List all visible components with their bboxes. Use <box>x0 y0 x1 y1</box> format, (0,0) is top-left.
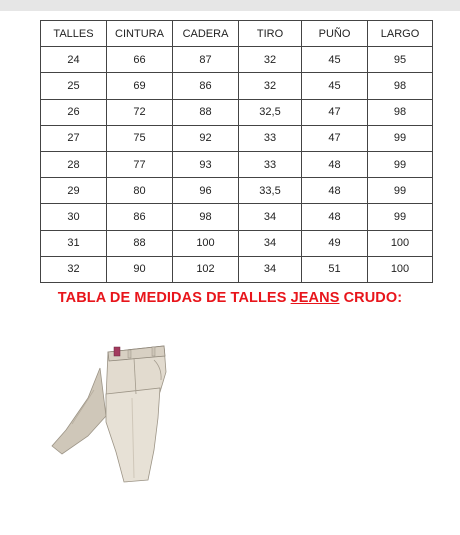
caption-text-jeans: JEANS <box>290 290 340 306</box>
cell-cadera: 87 <box>173 47 239 73</box>
cell-cintura: 90 <box>107 256 173 282</box>
cell-largo: 95 <box>368 47 433 73</box>
table-row <box>41 151 433 177</box>
table-row <box>41 99 433 125</box>
cell-largo: 99 <box>368 125 433 151</box>
cell-talle: 27 <box>41 125 107 151</box>
cell-cadera: 96 <box>173 178 239 204</box>
cell-largo: 99 <box>368 204 433 230</box>
cell-cintura: 75 <box>107 125 173 151</box>
top-bar <box>0 0 460 11</box>
cell-cadera: 93 <box>173 151 239 177</box>
cell-talle: 28 <box>41 151 107 177</box>
header-largo: LARGO <box>368 21 433 47</box>
header-cadera: CADERA <box>173 21 239 47</box>
cell-talle: 29 <box>41 178 107 204</box>
jeans-photo <box>48 338 198 488</box>
cell-tiro: 34 <box>239 204 302 230</box>
cell-largo: 100 <box>368 256 433 282</box>
cell-puno: 51 <box>302 256 368 282</box>
cell-tiro: 33 <box>239 151 302 177</box>
cell-cadera: 86 <box>173 73 239 99</box>
cell-puno: 45 <box>302 47 368 73</box>
cell-puno: 45 <box>302 73 368 99</box>
cell-largo: 99 <box>368 178 433 204</box>
cell-puno: 48 <box>302 204 368 230</box>
cell-cintura: 80 <box>107 178 173 204</box>
size-chart-table <box>40 20 433 283</box>
cell-talle: 30 <box>41 204 107 230</box>
table-row <box>41 178 433 204</box>
table-row <box>41 47 433 73</box>
cell-tiro: 32 <box>239 73 302 99</box>
header-tiro: TIRO <box>239 21 302 47</box>
cell-cintura: 86 <box>107 204 173 230</box>
cell-tiro: 33,5 <box>239 178 302 204</box>
size-chart-caption <box>0 290 460 306</box>
cell-cintura: 77 <box>107 151 173 177</box>
table-row <box>41 73 433 99</box>
cell-cadera: 88 <box>173 99 239 125</box>
cell-talle: 26 <box>41 99 107 125</box>
jeans-icon <box>48 338 198 488</box>
cell-talle: 32 <box>41 256 107 282</box>
cell-cadera: 98 <box>173 204 239 230</box>
cell-puno: 49 <box>302 230 368 256</box>
cell-largo: 98 <box>368 73 433 99</box>
cell-tiro: 34 <box>239 256 302 282</box>
caption-text-end: CRUDO: <box>339 290 403 306</box>
cell-cintura: 66 <box>107 47 173 73</box>
cell-tiro: 32 <box>239 47 302 73</box>
cell-cintura: 69 <box>107 73 173 99</box>
cell-tiro: 32,5 <box>239 99 302 125</box>
cell-cadera: 92 <box>173 125 239 151</box>
cell-cadera: 102 <box>173 256 239 282</box>
table-header-row <box>41 21 433 47</box>
cell-talle: 31 <box>41 230 107 256</box>
header-talles: TALLES <box>41 21 107 47</box>
cell-talle: 24 <box>41 47 107 73</box>
table-row <box>41 230 433 256</box>
cell-talle: 25 <box>41 73 107 99</box>
table-row <box>41 204 433 230</box>
caption-text-start: TABLA DE MEDIDAS DE TALLES <box>57 290 291 306</box>
cell-largo: 100 <box>368 230 433 256</box>
cell-tiro: 33 <box>239 125 302 151</box>
cell-cintura: 88 <box>107 230 173 256</box>
cell-puno: 48 <box>302 178 368 204</box>
cell-cadera: 100 <box>173 230 239 256</box>
cell-cintura: 72 <box>107 99 173 125</box>
cell-puno: 48 <box>302 151 368 177</box>
header-puno: PUÑO <box>302 21 368 47</box>
table-row <box>41 125 433 151</box>
cell-puno: 47 <box>302 125 368 151</box>
table-row <box>41 256 433 282</box>
cell-largo: 99 <box>368 151 433 177</box>
cell-puno: 47 <box>302 99 368 125</box>
header-cintura: CINTURA <box>107 21 173 47</box>
cell-tiro: 34 <box>239 230 302 256</box>
cell-largo: 98 <box>368 99 433 125</box>
